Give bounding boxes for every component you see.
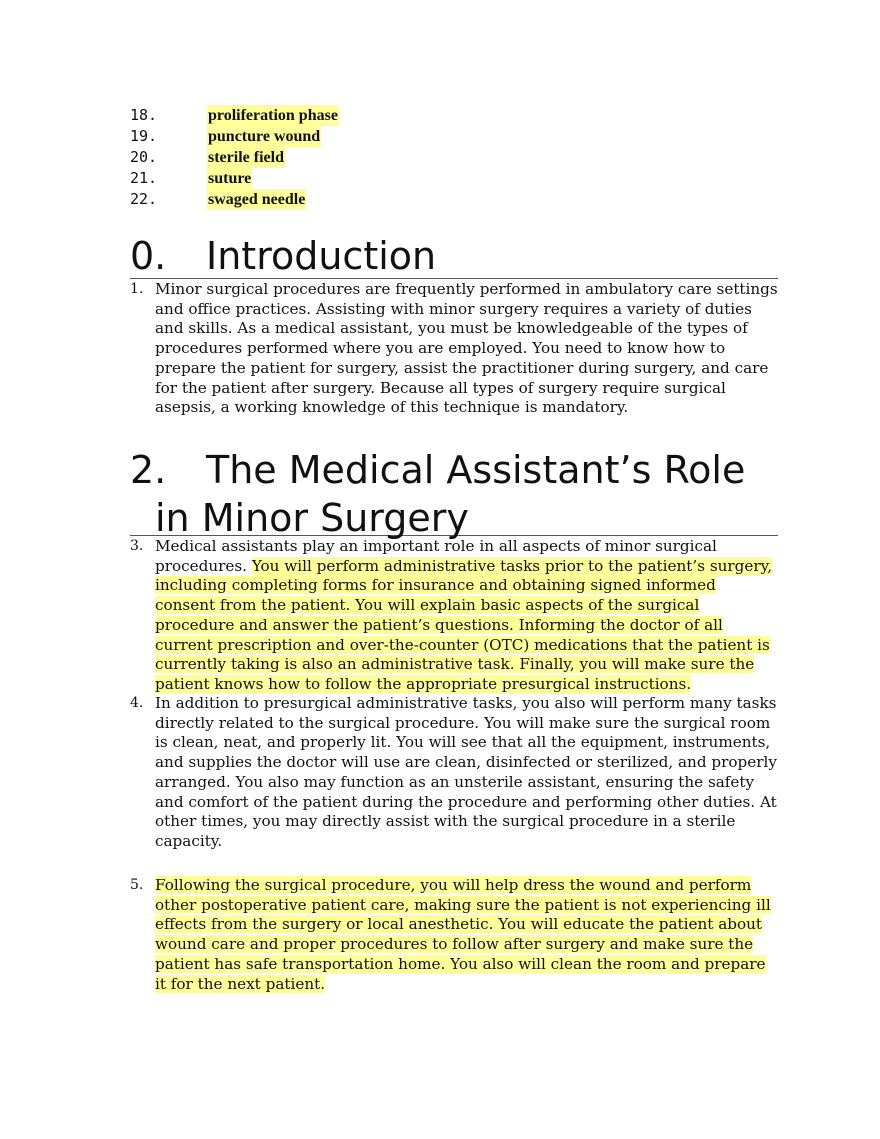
paragraph-5 xyxy=(130,876,780,994)
section-heading-introduction xyxy=(130,233,778,279)
vocab-term: puncture wound xyxy=(208,128,321,145)
vocab-term: suture xyxy=(208,170,252,187)
section-number: 0. xyxy=(130,234,167,278)
vocab-term: swaged needle xyxy=(208,191,306,208)
vocab-item xyxy=(130,105,339,126)
paragraph-text: Minor surgical procedures are frequently performed in ambulatory care settings and office practices. Assisting with minor surgery requires a variety of duties and skills. As a medical assistant, you must be knowledgeable of the types of procedures performed where you are employed. You need to know how to prepare the patient for surgery, assist the practitioner during surgery, and care for the patient after surgery. Because all types of surgery require surgical asepsis, a working knowledge of this technique is mandatory. xyxy=(155,280,778,417)
paragraph-text xyxy=(155,537,780,695)
paragraph-text-plain: Medical assistants play an important role in all aspects of minor surgical procedures. xyxy=(155,537,717,575)
section-title: Introduction xyxy=(206,234,437,278)
vocab-number: 19. xyxy=(130,127,158,145)
vocab-number: 21. xyxy=(130,169,158,187)
vocab-item xyxy=(130,189,339,210)
vocab-term: proliferation phase xyxy=(208,107,338,124)
vocabulary-list xyxy=(130,105,339,210)
highlighted-text: Following the surgical procedure, you will help dress the wound and perform other postoperative patient care, making sure the patient is not experiencing ill effects from the surgery or local anesthetic. You will educate the patient about wound care and proper procedures to follow after surgery and make sure the patient has safe transportation home. You also will clean the room and prepare it for the next patient. xyxy=(155,876,771,993)
paragraph-number: 1. xyxy=(130,281,144,297)
section-title-line2: in Minor Surgery xyxy=(155,496,469,540)
vocab-number: 22. xyxy=(130,190,158,208)
section-number: 2. xyxy=(130,448,167,492)
paragraph-3 xyxy=(130,537,780,695)
vocab-number: 18. xyxy=(130,106,158,124)
section-title-line1: The Medical Assistant’s Role xyxy=(206,448,746,492)
paragraph-number: 4. xyxy=(130,695,144,711)
paragraph-4 xyxy=(130,694,780,852)
paragraph-text xyxy=(155,876,780,994)
vocab-term: sterile field xyxy=(208,149,284,166)
vocab-item xyxy=(130,126,339,147)
paragraph-text: In addition to presurgical administrative tasks, you also will perform many tasks directly related to the surgical procedure. You will make sure the surgical room is clean, neat, and properly lit. You will see that all the equipment, instruments, and supplies the doctor will use are clean, disinfected or sterilized, and properly arranged. You also may function as an unsterile assistant, ensuring the safety and comfort of the patient during the procedure and performing other duties. At other times, you may directly assist with the surgical procedure in a sterile capacity. xyxy=(155,694,777,850)
paragraph-1 xyxy=(130,280,780,418)
section-heading-role xyxy=(130,446,778,540)
vocab-item xyxy=(130,168,339,189)
paragraph-number: 5. xyxy=(130,877,144,893)
paragraph-number: 3. xyxy=(130,538,144,554)
vocab-item xyxy=(130,147,339,168)
highlighted-text: You will perform administrative tasks prior to the patient’s surgery, including completing forms for insurance and obtaining signed informed consent from the patient. You will explain basic aspects of the surgical procedure and answer the patient’s questions. Informing the doctor of all current prescription and over-the-counter (OTC) medications that the patient is currently taking is also an administrative task. Finally, you will make sure the patient knows how to follow the appropriate presurgical instructions. xyxy=(155,556,773,693)
vocab-number: 20. xyxy=(130,148,158,166)
